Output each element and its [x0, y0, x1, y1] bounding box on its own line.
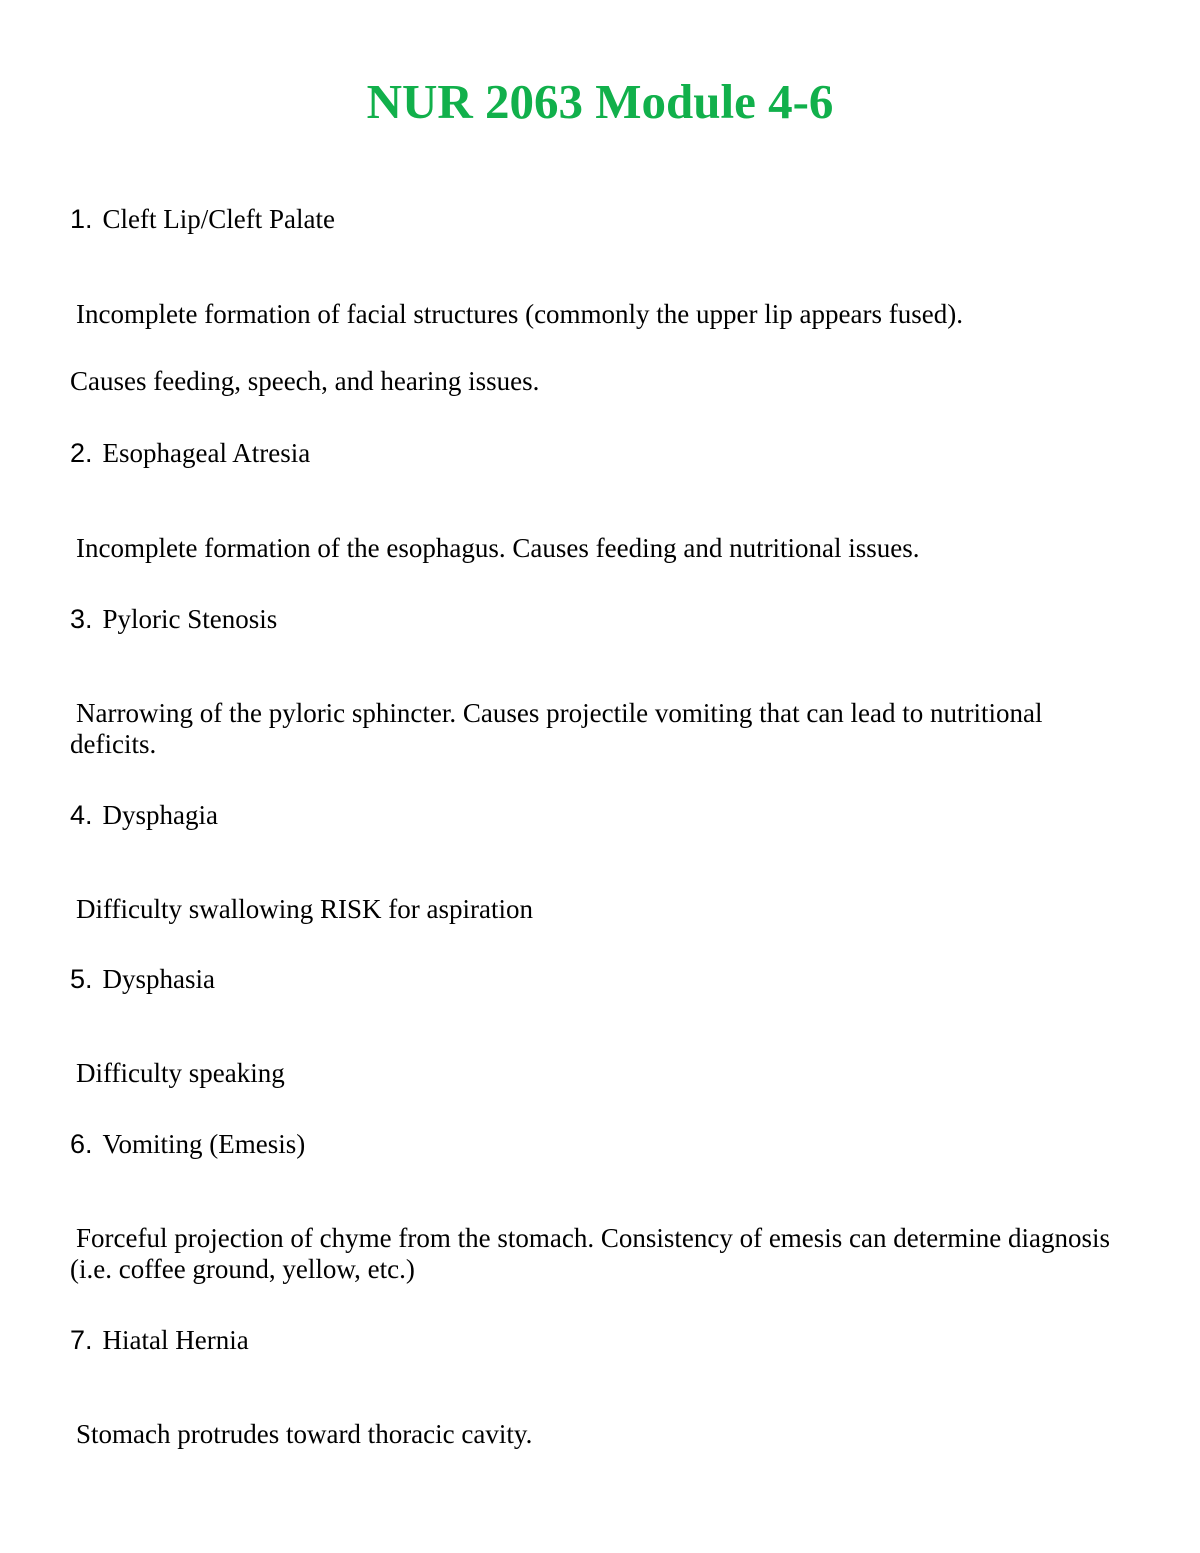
item-heading-text: Cleft Lip/Cleft Palate: [102, 204, 335, 234]
item-number: 5.: [70, 964, 93, 994]
item-heading-4: [70, 798, 218, 832]
item-heading-text: Dysphagia: [102, 800, 219, 830]
item-description: Stomach protrudes toward thoracic cavity.: [76, 1419, 533, 1449]
item-heading-text: Dysphasia: [102, 964, 216, 994]
item-description: Incomplete formation of the esophagus. Causes feeding and nutritional issues.: [76, 533, 920, 563]
item-heading-text: Pyloric Stenosis: [102, 604, 278, 634]
item-description: Narrowing of the pyloric sphincter. Causes projectile vomiting that can lead to nutritional deficits.: [70, 698, 1043, 759]
item-heading-text: Esophageal Atresia: [102, 438, 311, 468]
item-heading-7: [70, 1323, 249, 1357]
item-number: 2.: [70, 438, 93, 468]
item-heading-2: [70, 436, 310, 470]
item-number: 4.: [70, 800, 93, 830]
item-heading-text: Hiatal Hernia: [102, 1325, 249, 1355]
item-heading-text: Vomiting (Emesis): [102, 1129, 306, 1159]
item-description: Difficulty swallowing RISK for aspiration: [76, 894, 533, 924]
item-heading-6: [70, 1127, 305, 1161]
item-number: 7.: [70, 1325, 93, 1355]
item-number: 3.: [70, 604, 93, 634]
item-heading-3: [70, 602, 277, 636]
item-number: 1.: [70, 204, 93, 234]
item-description: Difficulty speaking: [76, 1058, 285, 1088]
item-heading-5: [70, 962, 215, 996]
item-number: 6.: [70, 1129, 93, 1159]
page-title: NUR 2063 Module 4-6: [366, 74, 834, 129]
item-description: Forceful projection of chyme from the stomach. Consistency of emesis can determine diagnosis (i.e. coffee ground, yellow, etc.): [70, 1223, 1110, 1284]
item-description: Incomplete formation of facial structures (commonly the upper lip appears fused).: [76, 299, 963, 329]
item-heading-1: [70, 202, 335, 236]
item-description: Causes feeding, speech, and hearing issues.: [70, 366, 540, 396]
